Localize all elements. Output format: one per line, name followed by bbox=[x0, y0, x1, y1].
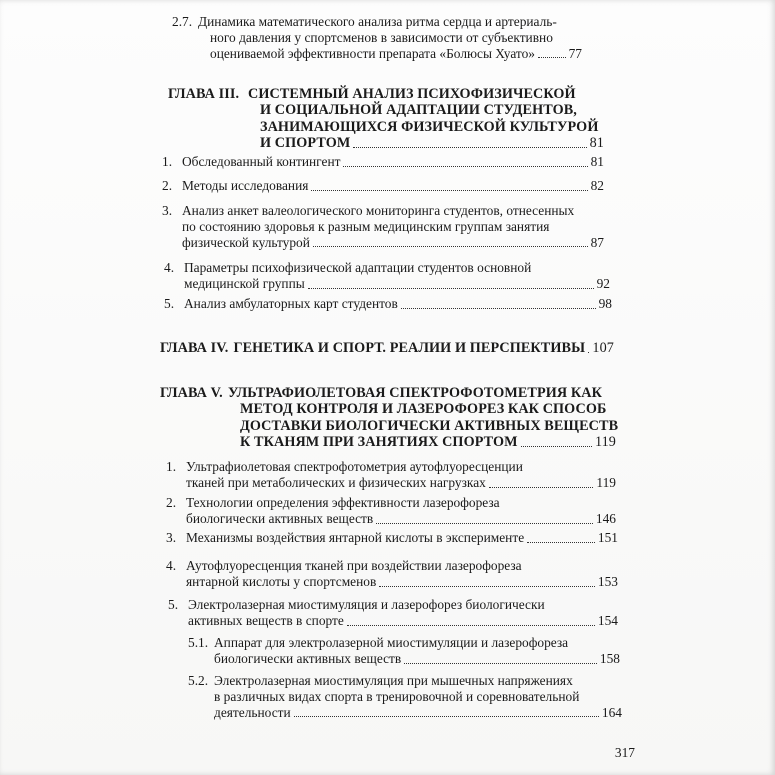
item-text-line: Электролазерная миостимуляция при мышечных напряжениях bbox=[214, 673, 573, 688]
item-number: 3. bbox=[162, 203, 173, 218]
page-number: 119 bbox=[596, 474, 616, 490]
item-text-line: тканей при метаболических и физических нагрузках bbox=[186, 474, 486, 490]
page-number: 82 bbox=[590, 178, 604, 193]
item-text-line: Аппарат для электролазерной миостимуляции и лазерофореза bbox=[214, 635, 569, 650]
item-text-line: янтарной кислоты у спортсменов bbox=[186, 573, 377, 589]
item-text-line: по состоянию здоровья к разным медицинским группам занятия bbox=[182, 218, 550, 234]
dot-leader bbox=[527, 542, 595, 543]
item-text-line: Аутофлуоресценция тканей при воздействии лазерофореза bbox=[186, 558, 522, 573]
page-number: 81 bbox=[590, 154, 604, 169]
toc-item bbox=[166, 530, 618, 546]
entry-text-line: ного давления у спортсменов в зависимости от субъективно bbox=[210, 29, 553, 45]
dot-leader bbox=[294, 716, 599, 717]
chapter-label: ГЛАВА IV. bbox=[160, 340, 229, 356]
item-number: 1. bbox=[162, 154, 173, 169]
item-text-line: биологически активных веществ bbox=[214, 650, 402, 666]
item-number: 5. bbox=[164, 296, 175, 311]
chapter-5-heading bbox=[160, 385, 619, 450]
item-text-line: биологически активных веществ bbox=[186, 510, 374, 526]
chapter-label: ГЛАВА V. bbox=[160, 385, 223, 401]
item-number: 1. bbox=[166, 459, 177, 474]
dot-leader bbox=[404, 663, 597, 664]
item-number: 2. bbox=[162, 178, 173, 193]
dot-leader bbox=[353, 147, 586, 148]
chapter-title-line: И СОЦИАЛЬНОЙ АДАПТАЦИИ СТУДЕНТОВ, bbox=[260, 102, 577, 119]
dot-leader bbox=[343, 166, 587, 167]
page-number: 81 bbox=[589, 134, 604, 151]
toc-item bbox=[162, 154, 604, 170]
footer-page-number: 317 bbox=[614, 745, 635, 760]
item-text: Методы исследования bbox=[182, 178, 309, 193]
item-number: 4. bbox=[164, 260, 175, 275]
toc-item bbox=[166, 459, 616, 491]
item-number: 5. bbox=[168, 597, 179, 612]
item-number: 5.2. bbox=[188, 673, 209, 688]
page-number: 146 bbox=[595, 510, 616, 526]
item-number: 4. bbox=[166, 558, 177, 573]
page-number: 154 bbox=[597, 612, 618, 628]
item-number: 3. bbox=[166, 530, 177, 545]
chapter-title-line: СИСТЕМНЫЙ АНАЛИЗ ПСИХОФИЗИЧЕСКОЙ bbox=[248, 86, 576, 102]
page-number: 119 bbox=[594, 433, 616, 450]
page-number: 164 bbox=[601, 704, 622, 720]
page-number: 158 bbox=[599, 650, 620, 666]
dot-leader bbox=[379, 586, 595, 587]
dot-leader bbox=[311, 190, 587, 191]
item-text-line: в различных видах спорта в тренировочной и соревновательной bbox=[214, 688, 580, 704]
item-text-line: Ультрафиолетовая спектрофотометрия аутофлуоресценции bbox=[186, 459, 523, 474]
page-number: 98 bbox=[598, 296, 612, 311]
page-number: 151 bbox=[597, 530, 618, 545]
toc-subitem bbox=[188, 635, 620, 667]
dot-leader bbox=[347, 625, 595, 626]
item-text: Обследованный контингент bbox=[182, 154, 341, 169]
dot-leader bbox=[308, 288, 594, 289]
toc-item bbox=[164, 260, 610, 292]
item-text-line: активных веществ в спорте bbox=[188, 612, 344, 628]
toc-item bbox=[168, 597, 618, 629]
chapter-title-line: ЗАНИМАЮЩИХСЯ ФИЗИЧЕСКОЙ КУЛЬТУРОЙ bbox=[260, 118, 599, 135]
item-number: 5.1. bbox=[188, 635, 209, 650]
item-text-line: деятельности bbox=[214, 704, 291, 720]
item-text-line: физической культурой bbox=[182, 234, 310, 250]
chapter-3-heading bbox=[168, 86, 604, 151]
chapter-title-line: МЕТОД КОНТРОЛЯ И ЛАЗЕРОФОРЕЗ КАК СПОСОБ bbox=[240, 401, 607, 418]
item-number: 2. bbox=[166, 495, 177, 510]
toc-item bbox=[166, 558, 618, 590]
chapter-label: ГЛАВА III. bbox=[168, 86, 240, 102]
page-number: 92 bbox=[596, 275, 610, 291]
page-number: 87 bbox=[590, 234, 604, 250]
toc-item bbox=[162, 203, 610, 250]
toc-item bbox=[166, 495, 616, 527]
item-text-line: Электролазерная миостимуляция и лазерофорез биологически bbox=[188, 597, 545, 612]
chapter-title-line: К ТКАНЯМ ПРИ ЗАНЯТИЯХ СПОРТОМ bbox=[240, 433, 518, 450]
dot-leader bbox=[376, 523, 593, 524]
chapter-title-line: УЛЬТРАФИОЛЕТОВАЯ СПЕКТРОФОТОМЕТРИЯ КАК bbox=[228, 385, 603, 401]
dot-leader bbox=[538, 57, 566, 58]
entry-text-line: оцениваемой эффективности препарата «Болюсы Хуато» bbox=[210, 45, 535, 61]
page-number: 153 bbox=[597, 573, 618, 589]
item-text: Анализ амбулаторных карт студентов bbox=[184, 296, 398, 311]
dot-leader bbox=[588, 352, 589, 353]
item-text: Механизмы воздействия янтарной кислоты в эксперименте bbox=[186, 530, 525, 545]
chapter-4-heading bbox=[160, 340, 614, 356]
toc-entry-2-7 bbox=[172, 14, 582, 61]
chapter-title-line: ГЕНЕТИКА И СПОРТ. РЕАЛИИ И ПЕРСПЕКТИВЫ bbox=[233, 340, 586, 356]
dot-leader bbox=[489, 487, 594, 488]
toc-subitem bbox=[188, 673, 622, 720]
chapter-title-line: ДОСТАВКИ БИОЛОГИЧЕСКИ АКТИВНЫХ ВЕЩЕСТВ bbox=[240, 417, 619, 434]
entry-text-line: Динамика математического анализа ритма сердца и артериаль- bbox=[198, 14, 557, 29]
entry-number: 2.7. bbox=[172, 14, 193, 29]
toc-item bbox=[164, 296, 612, 312]
toc-item bbox=[162, 178, 604, 194]
item-text-line: Параметры психофизической адаптации студентов основной bbox=[184, 260, 532, 275]
chapter-title-line: И СПОРТОМ bbox=[260, 134, 351, 151]
dot-leader bbox=[313, 246, 588, 247]
page-number: 77 bbox=[568, 45, 582, 61]
item-text-line: Технологии определения эффективности лазерофореза bbox=[186, 495, 500, 510]
dot-leader bbox=[401, 308, 596, 309]
page-number: 107 bbox=[592, 340, 614, 356]
item-text-line: медицинской группы bbox=[184, 275, 305, 291]
dot-leader bbox=[521, 446, 592, 447]
item-text-line: Анализ анкет валеологического мониторинга студентов, отнесенных bbox=[182, 203, 575, 218]
